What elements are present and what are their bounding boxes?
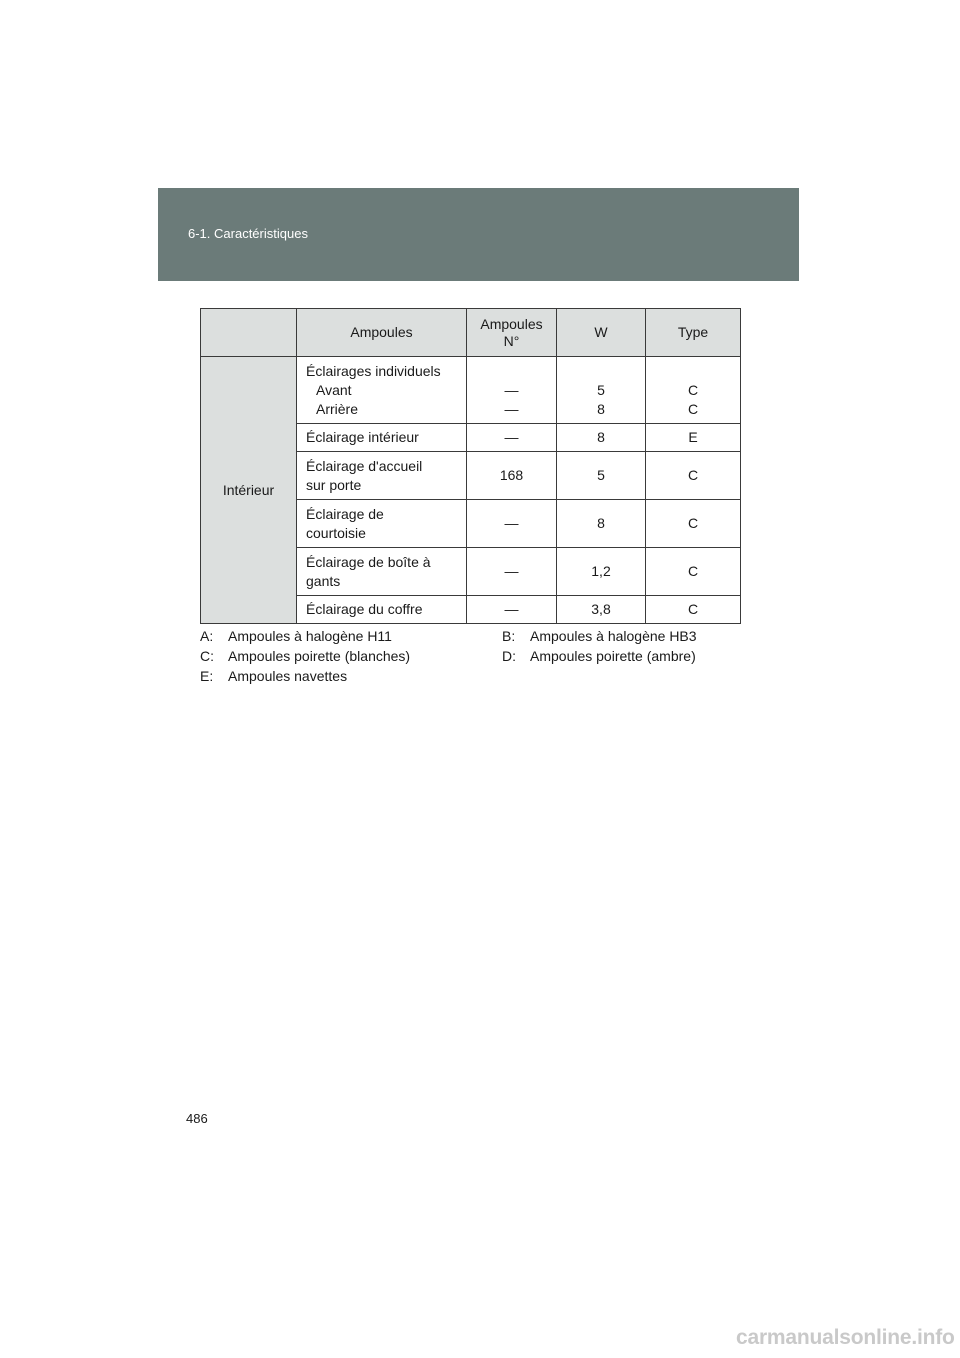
row-desc — [297, 548, 467, 596]
legend-text: Ampoules poirette (ambre) — [530, 648, 696, 664]
row-watts: 1,2 — [557, 548, 646, 596]
row-bulb-number: 168 — [467, 452, 557, 500]
row-type: C — [646, 500, 741, 548]
row-desc — [297, 452, 467, 500]
page-number: 486 — [186, 1111, 208, 1126]
row-desc-line: gants — [306, 572, 341, 589]
row-desc-line: Éclairage de boîte à — [306, 553, 431, 570]
header-watts: W — [557, 309, 646, 357]
section-title: 6-1. Caractéristiques — [188, 226, 308, 241]
legend-item — [200, 666, 347, 686]
row-type: C — [646, 548, 741, 596]
row-desc-sub: Arrière — [316, 400, 359, 417]
row-bulb-number: — — [467, 548, 557, 596]
legend-text: Ampoules à halogène H11 — [228, 628, 392, 644]
header-bulb-number-line1: Ampoules — [480, 315, 543, 332]
row-watts: 3,8 — [557, 596, 646, 624]
legend-key: A: — [200, 628, 214, 644]
group-label: Intérieur — [201, 357, 297, 624]
table-row — [201, 357, 741, 424]
row-watts: 8 — [557, 424, 646, 452]
row-type: E — [646, 424, 741, 452]
header-blank-cell — [201, 309, 297, 357]
row-bulb-number-value: — — [504, 381, 519, 398]
legend-text: Ampoules navettes — [228, 668, 348, 684]
legend-item — [200, 646, 410, 666]
watermark: carmanualsonline.info — [736, 1326, 955, 1349]
row-desc: Éclairage intérieur — [297, 424, 467, 452]
row-watts-value: 8 — [597, 400, 605, 417]
row-watts: 8 — [557, 500, 646, 548]
legend-key: B: — [502, 628, 516, 644]
row-type-value: C — [687, 400, 699, 417]
header-bulb-number — [467, 309, 557, 357]
row-type — [646, 357, 741, 424]
table-header-row — [201, 309, 741, 357]
section-header-band — [158, 188, 799, 281]
legend-key: D: — [502, 648, 516, 664]
legend-text: Ampoules à halogène HB3 — [530, 628, 697, 644]
bulb-spec-table — [200, 308, 741, 624]
legend-item — [502, 646, 696, 666]
row-desc-sub: Avant — [316, 381, 352, 398]
row-desc-line: Éclairage d'accueil — [306, 457, 423, 474]
row-desc: Éclairage du coffre — [297, 596, 467, 624]
header-bulb-number-line2: N° — [503, 332, 520, 349]
row-watts-value: 5 — [597, 381, 605, 398]
header-type: Type — [646, 309, 741, 357]
row-bulb-number: — — [467, 596, 557, 624]
row-desc — [297, 500, 467, 548]
row-type-value: C — [687, 381, 699, 398]
row-desc-line: Éclairage de — [306, 505, 384, 522]
legend-item — [502, 626, 697, 646]
row-desc-line: sur porte — [306, 476, 362, 493]
row-desc-line: courtoisie — [306, 524, 366, 541]
legend-key: C: — [200, 648, 214, 664]
row-watts: 5 — [557, 452, 646, 500]
row-watts — [557, 357, 646, 424]
row-desc-line: Éclairages individuels — [306, 362, 441, 379]
row-bulb-number-value: — — [504, 400, 519, 417]
row-bulb-number: — — [467, 424, 557, 452]
legend-text: Ampoules poirette (blanches) — [228, 648, 411, 664]
legend-key: E: — [200, 668, 214, 684]
row-type: C — [646, 452, 741, 500]
legend-item — [200, 626, 392, 646]
header-bulbs: Ampoules — [297, 309, 467, 357]
row-type: C — [646, 596, 741, 624]
row-desc — [297, 357, 467, 424]
row-bulb-number — [467, 357, 557, 424]
row-bulb-number: — — [467, 500, 557, 548]
